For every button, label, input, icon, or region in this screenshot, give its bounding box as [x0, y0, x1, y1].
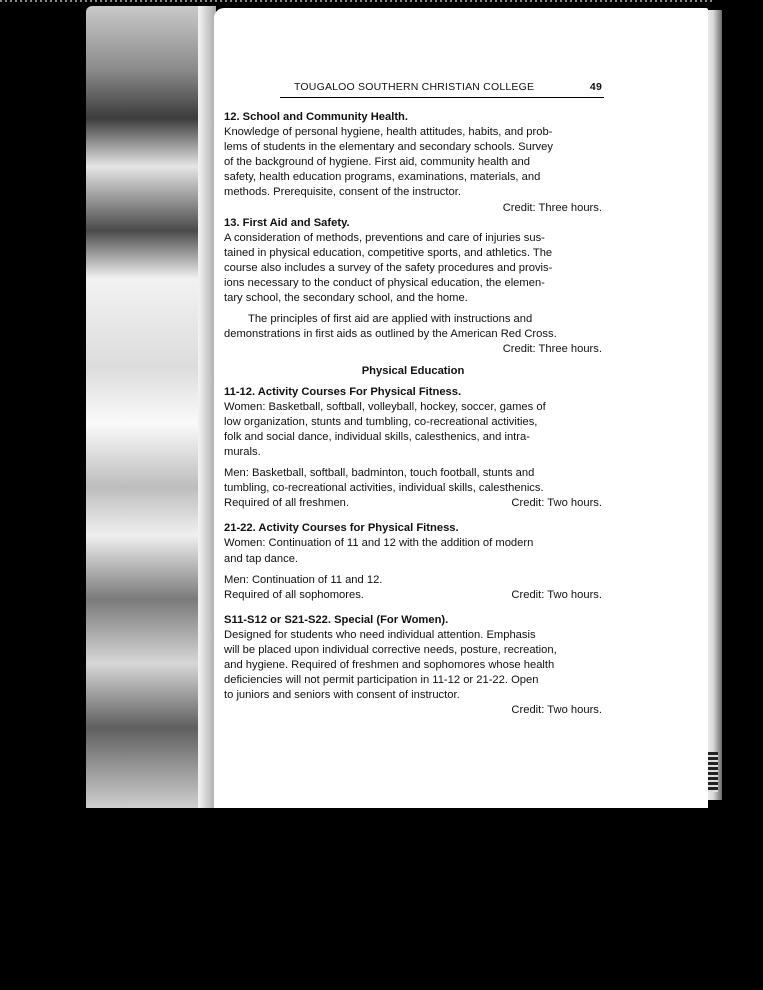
requirement-row	[224, 588, 602, 603]
requirement-text: Required of all freshmen.	[224, 497, 349, 510]
course-text-line: tary school, the secondary school, and the home.	[224, 292, 468, 305]
page-number: 49	[589, 81, 602, 93]
course-text-line: A consideration of methods, preventions and care of injuries sus-	[224, 231, 545, 244]
course-text-line: Women: Continuation of 11 and 12 with the addition of modern	[224, 537, 534, 550]
course-heading-21-22: 21-22. Activity Courses for Physical Fitness.	[224, 522, 459, 535]
header-title: TOUGALOO SOUTHERN CHRISTIAN COLLEGE	[294, 81, 535, 93]
course-text-line: ions necessary to the conduct of physical education, the elemen-	[224, 277, 545, 290]
course-text-line: course also includes a survey of the safety procedures and provis-	[224, 261, 553, 274]
course-text-line: low organization, stunts and tumbling, co-recreational activities,	[224, 415, 538, 428]
credit-label: Credit: Two hours.	[511, 497, 602, 510]
course-heading-13: 13. First Aid and Safety.	[224, 216, 350, 229]
course-text-line: safety, health education programs, examinations, materials, and	[224, 171, 541, 184]
credit-label: Credit: Three hours.	[502, 201, 602, 214]
course-text-line: and tap dance.	[224, 552, 299, 565]
course-text-line: The principles of first aid are applied with instructions and	[248, 313, 533, 326]
page-content	[224, 110, 602, 718]
course-text-line: Designed for students who need individual attention. Emphasis	[224, 628, 536, 641]
credit-label: Credit: Three hours.	[502, 343, 602, 356]
course-text-line: tained in physical education, competitive sports, and athletics. The	[224, 246, 553, 259]
requirement-text: Required of all sophomores.	[224, 588, 364, 601]
course-text-line: Women: Basketball, softball, volleyball, hockey, soccer, games of	[224, 400, 546, 413]
course-text-line: murals.	[224, 445, 261, 458]
course-text-line: demonstrations in first aids as outlined by the American Red Cross.	[224, 328, 557, 341]
credit-label: Credit: Two hours.	[511, 588, 602, 601]
course-text-line: lems of students in the elementary and secondary schools. Survey	[224, 141, 553, 154]
course-text-line: of the background of hygiene. First aid, community health and	[224, 156, 530, 169]
course-text-line: Knowledge of personal hygiene, health attitudes, habits, and prob-	[224, 126, 553, 139]
course-text-line: folk and social dance, individual skills, calesthenics, and intra-	[224, 430, 530, 443]
course-heading-12: 12. School and Community Health.	[224, 111, 408, 123]
section-heading-physical-education: Physical Education	[361, 364, 465, 377]
running-header	[280, 81, 604, 98]
requirement-row	[224, 496, 602, 511]
course-text-line: will be placed upon individual corrective needs, posture, recreation,	[224, 644, 557, 656]
course-text-line: to juniors and seniors with consent of instructor.	[224, 689, 460, 702]
course-text-line: Men: Continuation of 11 and 12.	[224, 573, 383, 586]
course-text-line: methods. Prerequisite, consent of the instructor.	[224, 186, 461, 199]
course-text-line: Men: Basketball, softball, badminton, touch football, stunts and	[224, 467, 535, 480]
course-heading-s11-s12: S11-S12 or S21-S22. Special (For Women).	[224, 613, 449, 626]
course-heading-11-12: 11-12. Activity Courses For Physical Fitness.	[224, 385, 462, 398]
scan-top-edge	[0, 0, 763, 2]
course-text-line: deficiencies will not permit participation in 11-12 or 21-22. Open	[224, 674, 539, 687]
adjacent-page-photo-strip	[86, 6, 206, 808]
course-text-line: and hygiene. Required of freshmen and sophomores whose health	[224, 659, 555, 672]
credit-label: Credit: Two hours.	[511, 704, 602, 717]
course-text-line: tumbling, co-recreational activities, individual skills, calesthenics.	[224, 482, 544, 495]
